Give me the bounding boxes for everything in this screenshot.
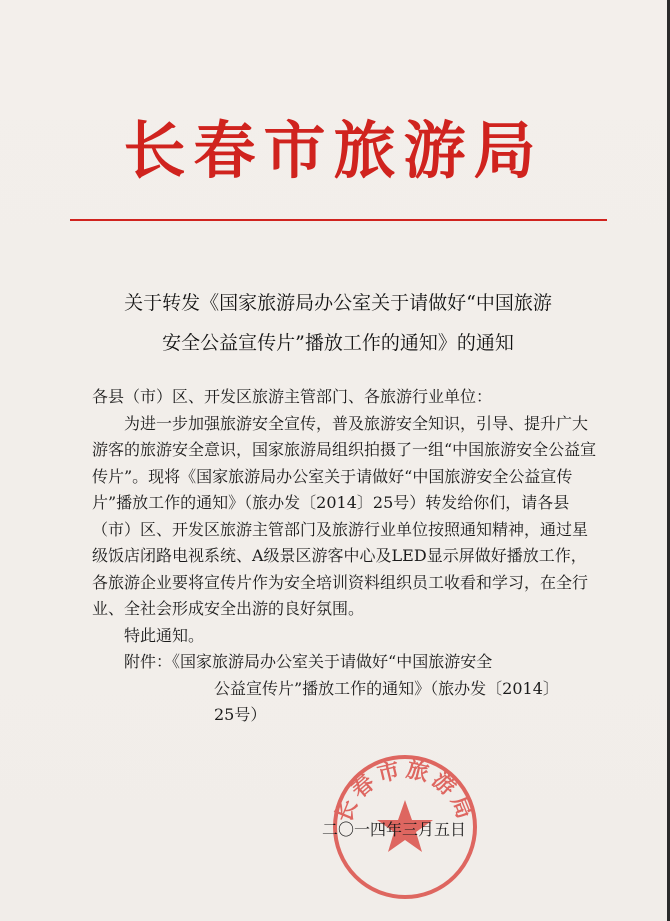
seal-text: 长春市旅游局 bbox=[330, 756, 480, 826]
attachment-label: 附件： bbox=[124, 652, 173, 671]
attachment-line-1: 附件：《国家旅游局办公室关于请做好“中国旅游安全 bbox=[124, 652, 493, 671]
issue-date: 二〇一四年三月五日 bbox=[322, 820, 467, 839]
salutation: 各县（市）区、开发区旅游主管部门、各旅游行业单位： bbox=[92, 387, 493, 406]
attachment bbox=[92, 649, 597, 729]
body-paragraph: 为进一步加强旅游安全宣传，普及旅游安全知识，引导、提升广大游客的旅游安全意识，国家旅游局组织拍摄了一组“中国旅游安全公益宣传片”。现将《国家旅游局办公室关于请做好“中国旅游安全公益宣传片”播放工作的通知》（旅办发〔2014〕25号）转发给你们，请各县（市）区、开发区旅游主管部门及旅游行业单位按照通知精神，通过星级饭店闭路电视系统、A级景区游客中心及LED显示屏做好播放工作，各旅游企业要将宣传片作为安全培训资料组织员工收看和学习，在全行业、全社会形成安全出游的良好氛围。 bbox=[92, 413, 597, 618]
red-divider-line bbox=[70, 219, 607, 221]
organization-title: 长春市旅游局 bbox=[123, 114, 544, 187]
notice-body bbox=[92, 384, 597, 729]
attachment-line-2: 公益宣传片”播放工作的通知》（旅办发〔2014〕 bbox=[214, 678, 559, 698]
notice-title bbox=[88, 283, 588, 363]
attachment-line-3: 25号） bbox=[214, 705, 267, 724]
notice-title-line-1: 关于转发《国家旅游局办公室关于请做好“中国旅游 bbox=[124, 292, 552, 314]
closing-text: 特此通知。 bbox=[124, 625, 205, 645]
notice-title-line-2: 安全公益宣传片”播放工作的通知》的通知 bbox=[162, 332, 514, 354]
